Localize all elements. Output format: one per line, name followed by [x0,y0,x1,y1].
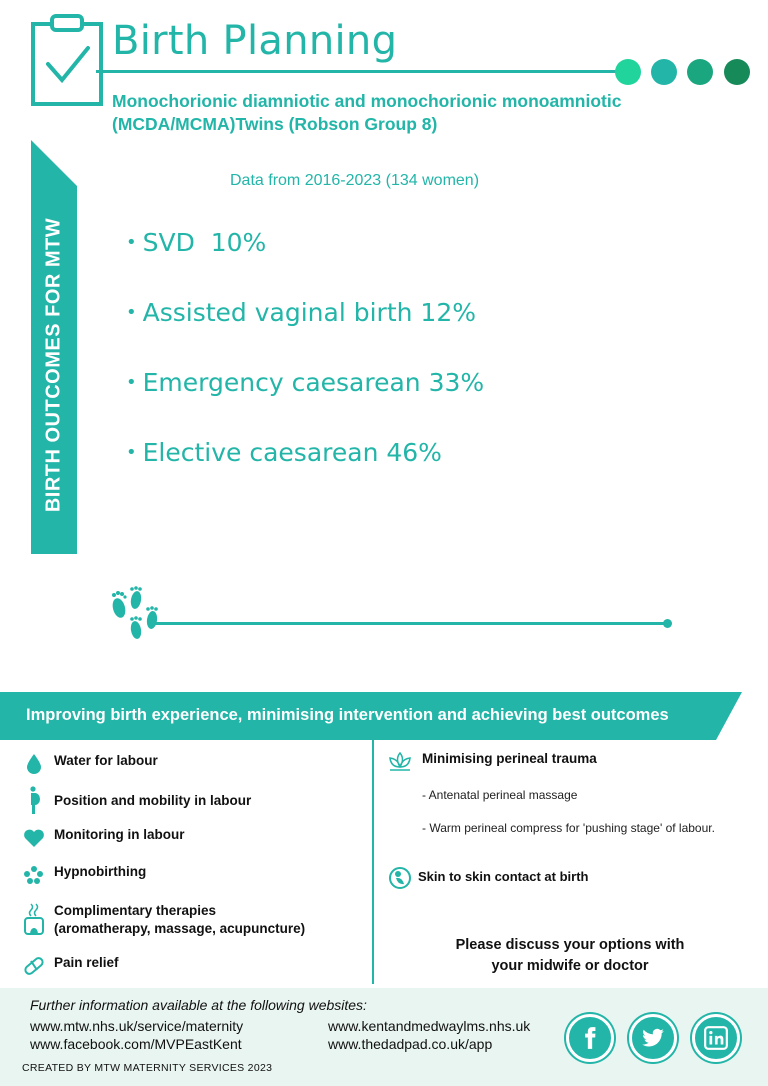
heart-icon [22,826,46,850]
link-kent-medway[interactable]: www.kentandmedwaylms.nhs.uk [328,1018,531,1034]
perineal-point-2: - Warm perineal compress for 'pushing stage' of labour. [422,821,715,835]
twitter-icon[interactable] [629,1014,677,1062]
data-note: Data from 2016-2023 (134 women) [230,172,480,189]
page-subtitle [112,90,722,136]
outcome-label: Emergency caesarean 33% [142,368,485,397]
outcome-label: Assisted vaginal birth 12% [142,298,476,327]
item-monitoring [22,826,184,850]
discuss-line-2: your midwife or doctor [491,958,649,974]
item-label: Position and mobility in labour [54,793,252,808]
item-position [22,786,251,816]
flower-icon [22,863,46,887]
item-hypnobirthing [22,863,146,887]
title-underline [96,70,616,73]
item-label: Minimising perineal trauma [422,751,597,766]
outcome-label: SVD 10% [142,228,267,257]
banner-text: Improving birth experience, minimising intervention and achieving best outcomes [26,706,669,724]
clipboard-check-icon [28,12,106,108]
outcome-svd: • SVD 10% [126,228,267,257]
divider-line [152,622,666,625]
item-water [22,752,158,776]
item-label [54,902,305,938]
item-pain-relief [22,954,119,978]
item-label: Water for labour [54,753,158,768]
link-facebook[interactable]: www.facebook.com/MVPEastKent [30,1036,242,1052]
decor-dot-2 [651,59,677,85]
item-skin-to-skin [388,864,588,892]
item-label: Monitoring in labour [54,827,185,842]
item-label: Skin to skin contact at birth [418,869,589,884]
pill-icon [22,954,46,978]
facebook-icon[interactable] [566,1014,614,1062]
lotus-icon [386,750,414,774]
outcome-elective: • Elective caesarean 46% [126,438,442,467]
subtitle-line-1: Monochorionic diamniotic and monochorionic monoamniotic [112,91,622,111]
item-label: Hypnobirthing [54,864,147,879]
item-label: Pain relief [54,955,119,970]
baby-icon [388,864,412,892]
divider-end-dot [663,619,672,628]
credit-text: CREATED BY MTW MATERNITY SERVICES 2023 [22,1062,273,1074]
linkedin-icon[interactable] [692,1014,740,1062]
ribbon-label: BIRTH OUTCOMES FOR MTW [42,217,65,513]
outcome-label: Elective caesarean 46% [142,438,442,467]
subtitle-line-2: (MCDA/MCMA)Twins (Robson Group 8) [112,114,438,134]
outcome-emergency: • Emergency caesarean 33% [126,368,485,397]
oil-burner-icon [22,902,46,936]
page-title: Birth Planning [112,18,398,64]
outcome-assisted: • Assisted vaginal birth 12% [126,298,476,327]
column-divider [372,740,374,984]
link-dadpad[interactable]: www.thedadpad.co.uk/app [328,1036,493,1052]
decor-dot-3 [687,59,713,85]
decor-dot-1 [615,59,641,85]
ribbon-notch [31,140,77,186]
therapies-line-1: Complimentary therapies [54,903,217,918]
footprints-icon [106,586,166,646]
footer-note: Further information available at the following websites: [30,997,367,1013]
link-mtw[interactable]: www.mtw.nhs.uk/service/maternity [30,1018,244,1034]
water-drop-icon [22,752,46,776]
therapies-line-2: (aromatherapy, massage, acupuncture) [54,921,306,936]
decor-dot-4 [724,59,750,85]
pregnant-woman-icon [22,786,46,816]
discuss-options-note [420,935,720,977]
item-perineal [386,750,597,774]
discuss-line-1: Please discuss your options with [455,937,685,953]
perineal-point-1: - Antenatal perineal massage [422,788,578,802]
item-therapies [22,902,305,938]
